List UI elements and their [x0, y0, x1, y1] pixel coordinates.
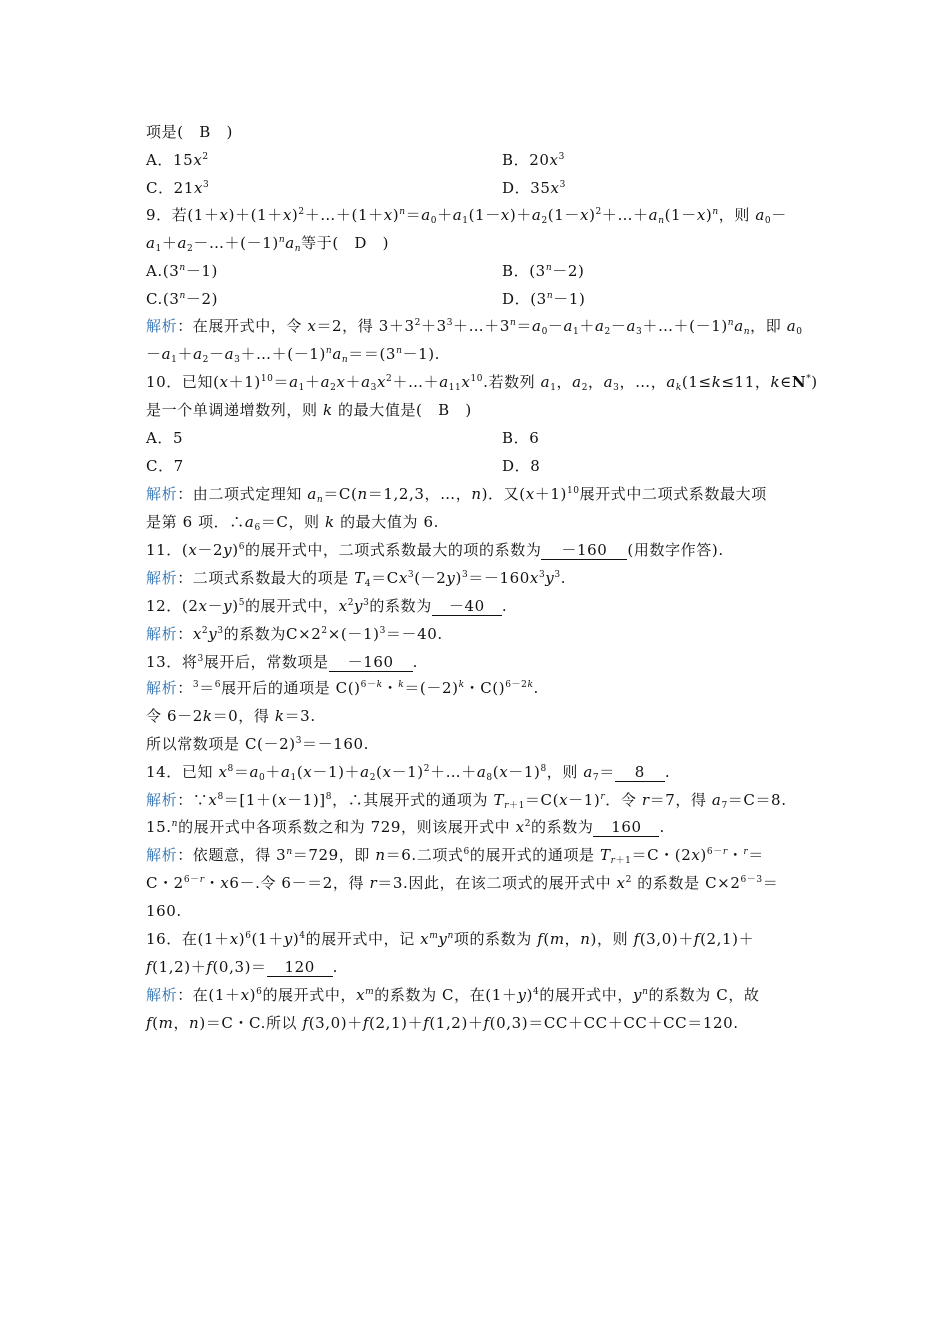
text-line: D．$35x^3$	[502, 179, 566, 197]
text-line: 12．$(2x-y)^5$的展开式中，$x^2y^3$的系数为 －40 .	[146, 597, 508, 615]
text-line: 项是( B )	[146, 123, 233, 141]
text-line: $A.(3^n-1)$	[146, 262, 219, 280]
text-line: 13．将$^3$展开后，常数项是 －160 .	[146, 653, 419, 671]
text-line: $a_1+a_2-\dots+(-1)^na_n$等于( D )	[146, 234, 390, 254]
text-line: 9．若$(1+x)+(1+x)^2+\dots+(1+x)^n=a_0+a_1(1-x)+a_2(1-x)^2+\dots+a_n(1-x)^n$，则 $a_0-$	[146, 206, 787, 226]
text-line: f(m，n)＝C・C.所以 f(3,0)＋f(2,1)＋f(1,2)＋f(0,3)＝CC＋CC＋CC＋CC＝120.	[146, 1014, 739, 1032]
text-line: 解析：在$(1+x)^6$的展开式中，$x^m$的系数为 C，在$(1+y)^4$的展开式中，$y^n$的系数为 C，故	[146, 986, 760, 1004]
text-line: 10．已知$(x+1)^{10}=a_1+a_2x+a_3x^2+\dots+a_{11}x^{10}$.若数列 $a_1$，$a_2$，$a_3$，…，$a_k(1\le k\le 11$，k∈N*)	[146, 373, 818, 393]
text-line: A．5	[146, 429, 184, 447]
text-line: 16．在$(1+x)^6(1+y)^4$的展开式中，记 $x^my^n$项的系数为 f(m，n)，则 f(3,0)＋f(2,1)＋	[146, 930, 755, 948]
text-line: B．$(3^n-2)$	[502, 262, 585, 280]
text-line: C．$21x^3$	[146, 179, 210, 197]
text-line: 令 6－2k＝0，得 k＝3.	[146, 707, 316, 725]
text-line: C・$2^{6-r}$・x6－.令 6－＝2，得 r＝3.因此，在该二项式的展开式中 $x^2$ 的系数是 $C\times 2^{6-3}=$	[146, 874, 779, 892]
text-line: f(1,2)＋f(0,3)＝ 120 .	[146, 958, 339, 976]
text-line: 解析：依题意，得 $3^n=729$，即 n＝6.二项式$^6$的展开式的通项是 $T_{r+1}=C$・$(2x)^{6-r}$・$^r$＝	[146, 846, 764, 866]
text-line: 14．已知 $x^8=a_0+a_1(x-1)+a_2(x-1)^2+\dots+a_8(x-1)^8$，则 $a_7= 8$ .	[146, 763, 671, 783]
text-line: B．6	[502, 429, 540, 447]
text-line: 是一个单调递增数列，则 k 的最大值是( B )	[146, 401, 472, 419]
text-line: C．7	[146, 457, 184, 475]
text-line: $C.(3^n-2)$	[146, 290, 219, 308]
text-line: 解析：二项式系数最大的项是 $T_4=Cx^3(-2y)^3=-160x^3y^3$.	[146, 569, 567, 589]
text-line: 所以常数项是 $C(-2)^3=-160$.	[146, 735, 370, 753]
text-line: A．$15x^2$	[146, 151, 209, 169]
text-line: 解析：$\because x^8=[1+(x-1)]^8$，∴其展开式的通项为 $T_{r+1}=C(x-1)^r$．令 r＝7，得 $a_7=C=8$.	[146, 791, 787, 811]
text-line: 11．$(x-2y)^6$的展开式中，二项式系数最大的项的系数为 －160 (用数字作答).	[146, 541, 724, 559]
text-line: 解析：由二项式定理知 $a_n=C(n=1,2,3$，…，n)．又$(x+1)^{10}$展开式中二项式系数最大项	[146, 485, 767, 505]
text-line: 解析：$x^2y^3$的系数为$C\times 2^2\times(-1)^3=-40$.	[146, 625, 443, 643]
text-line: D．8	[502, 457, 541, 475]
text-line: 解析：在展开式中，令 x＝2，得 $3+3^2+3^3+\dots+3^n=a_0-a_1+a_2-a_3+\dots+(-1)^na_n$，即 $a_0$	[146, 317, 803, 337]
text-line: 解析：$^3$＝$^6$展开后的通项是 C()$^{6-k}$・$^k=(-2)^k$・C()$^{6-2k}$.	[146, 679, 539, 697]
text-line: 15.$^n$的展开式中各项系数之和为 729，则该展开式中 $x^2$的系数为 160 .	[146, 818, 665, 836]
text-line: 160.	[146, 902, 182, 920]
text-line: D．$(3^n-1)$	[502, 290, 586, 308]
text-line: $-a_1+a_2-a_3+\dots+(-1)^na_n==(3^n-1)$.	[146, 345, 441, 365]
text-line: B．$20x^3$	[502, 151, 565, 169]
text-line: 是第 6 项．$\therefore a_6=C$，则 k 的最大值为 6.	[146, 513, 439, 533]
